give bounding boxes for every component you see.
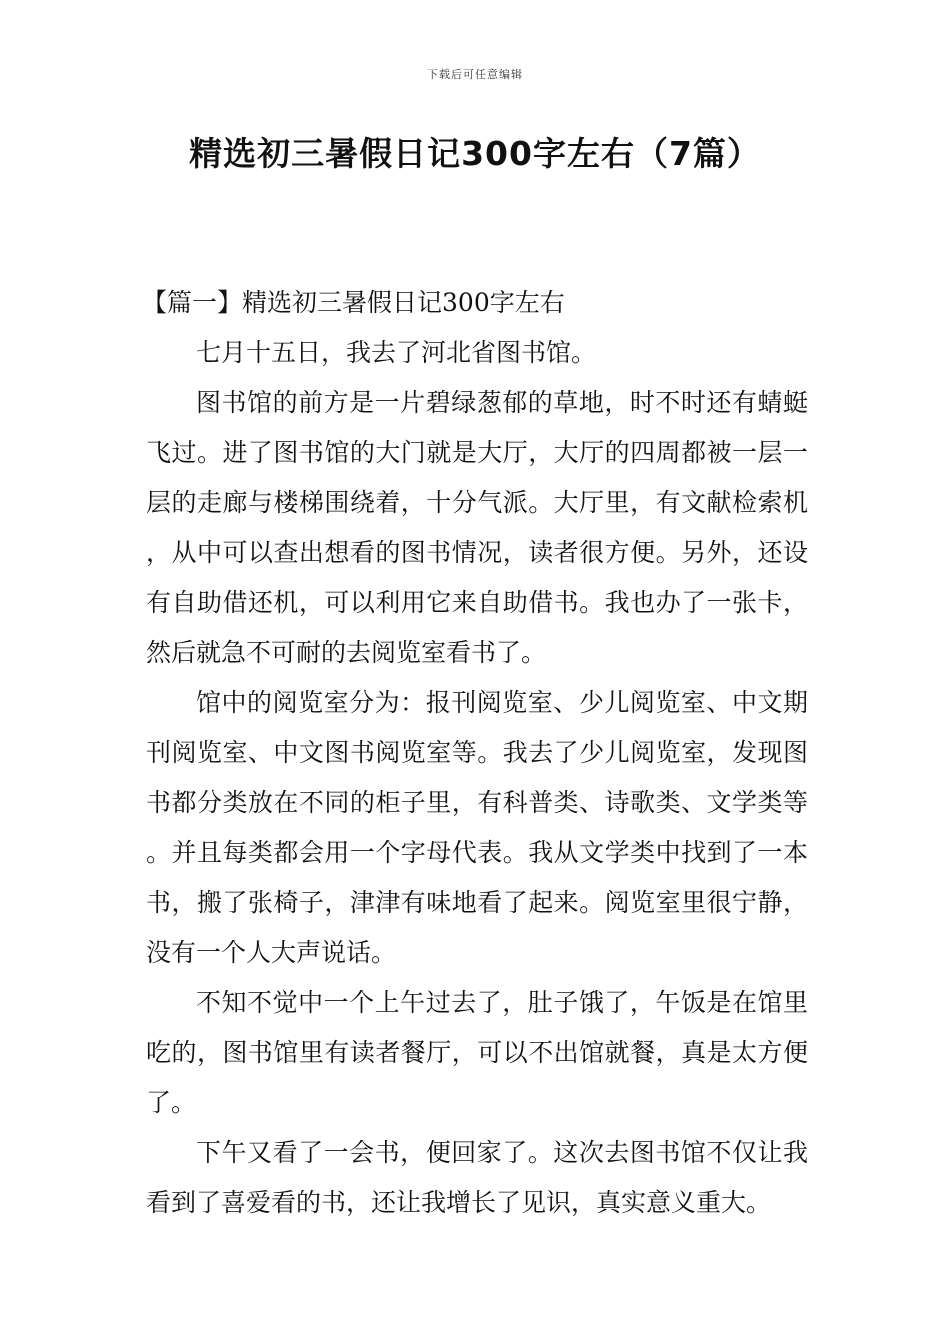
header-note: 下载后可任意编辑 [427, 68, 523, 81]
paragraph-2: 图书馆的前方是一片碧绿葱郁的草地，时不时还有蜻蜓飞过。进了图书馆的大门就是大厅，大厅的四周都被一层一层的走廊与楼梯围绕着，十分气派。大厅里，有文献检索机，从中可以查出想看的图书情况，读者很方便。另外，还设有自助借还机，可以利用它来自助借书。我也办了一张卡，然后就急不可耐的去阅览室看书了。 [146, 388, 808, 667]
article-body [142, 278, 808, 1228]
paragraph-1: 七月十五日，我去了河北省图书馆。 [196, 338, 597, 367]
section-heading: 【篇一】精选初三暑假日记300字左右 [142, 288, 565, 317]
paragraph-3: 馆中的阅览室分为：报刊阅览室、少儿阅览室、中文期刊阅览室、中文图书阅览室等。我去了少儿阅览室，发现图书都分类放在不同的柜子里，有科普类、诗歌类、文学类等。并且每类都会用一个字母代表。我从文学类中找到了一本书，搬了张椅子，津津有味地看了起来。阅览室里很宁静，没有一个人大声说话。 [146, 688, 808, 967]
paragraph-5: 下午又看了一会书，便回家了。这次去图书馆不仅让我看到了喜爱看的书，还让我增长了见识，真实意义重大。 [146, 1138, 808, 1217]
paragraph-4: 不知不觉中一个上午过去了，肚子饿了，午饭是在馆里吃的，图书馆里有读者餐厅，可以不出馆就餐，真是太方便了。 [146, 988, 808, 1117]
document-title: 精选初三暑假日记300字左右（7篇） [189, 134, 761, 173]
